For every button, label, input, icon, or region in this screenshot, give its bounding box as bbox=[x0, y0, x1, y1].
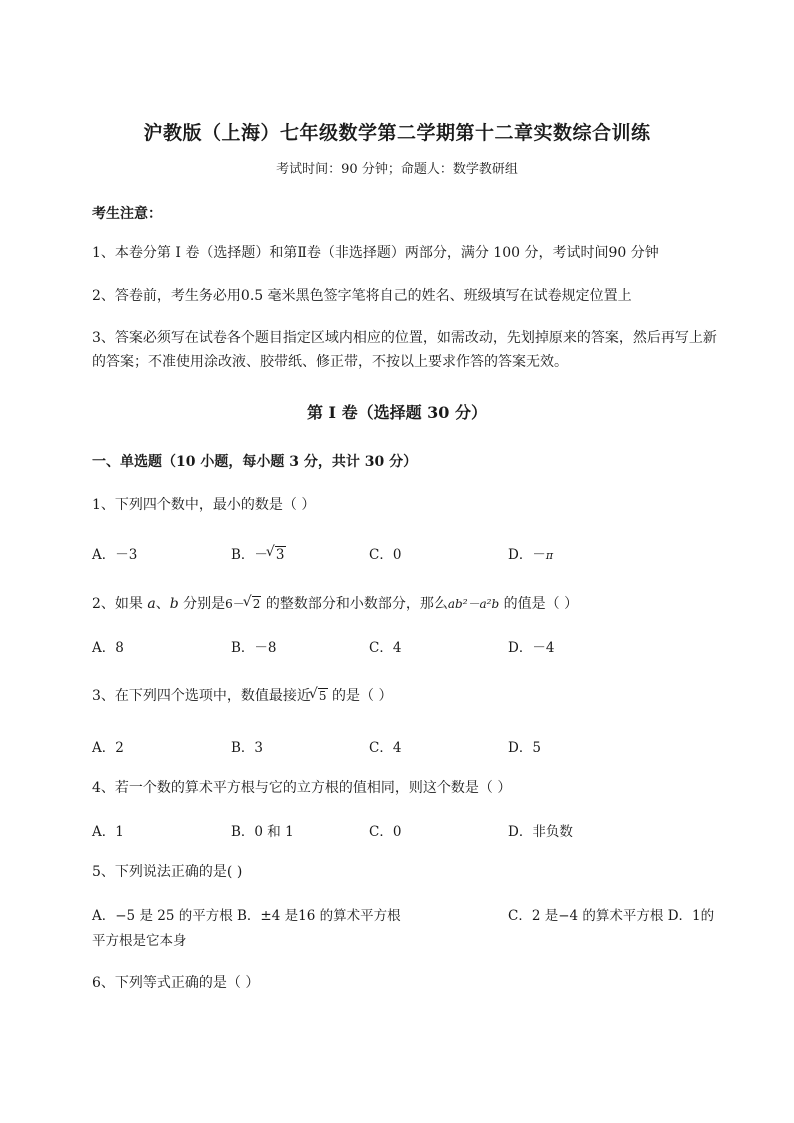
section-heading: 一、单选题（10 小题，每小题 3 分，共计 30 分） bbox=[92, 454, 418, 470]
question-5-stem: 5、下列说法正确的是( ) bbox=[92, 864, 243, 880]
q4-option-c: C．0 bbox=[369, 824, 402, 840]
q4-option-d: D．非负数 bbox=[508, 824, 573, 840]
question-4-stem: 4、若一个数的算术平方根与它的立方根的值相同，则这个数是（ ） bbox=[92, 780, 512, 796]
q3-option-b: B．3 bbox=[231, 740, 264, 756]
q3-option-a: A．2 bbox=[92, 740, 124, 756]
q1-option-c: C．0 bbox=[369, 547, 402, 563]
q1-option-d bbox=[508, 543, 553, 563]
q2-option-d: D．－4 bbox=[508, 640, 555, 656]
q1-option-d-label: D．－ bbox=[508, 547, 546, 563]
q1-option-b-label: B．－ bbox=[231, 547, 268, 563]
q2-option-a: A．8 bbox=[92, 640, 124, 656]
q5-option-d-cont: 平方根是它本身 bbox=[92, 933, 187, 949]
pi-symbol: π bbox=[545, 549, 554, 562]
section-title: 第 I 卷（选择题 30 分） bbox=[306, 403, 488, 422]
sqrt-symbol: √ 5 bbox=[311, 689, 328, 703]
q4-option-b: B．0 和 1 bbox=[231, 824, 294, 840]
question-2-stem: 2、如果 a、b 分别是6－√ 2 的整数部分和小数部分，那么ab²－a²b 的值是（ ） bbox=[92, 593, 578, 613]
q1-option-b bbox=[231, 543, 286, 563]
q2-option-c: C．4 bbox=[369, 640, 402, 656]
notice-item-3: 3、答案必须写在试卷各个题目指定区域内相应的位置，如需改动，先划掉原来的答案，然后再写上新 bbox=[92, 330, 717, 346]
notice-item-3-cont: 的答案；不准使用涂改液、胶带纸、修正带，不按以上要求作答的答案无效。 bbox=[92, 354, 568, 370]
q5-options-ab: A．−5 是 25 的平方根 B．±4 是16 的算术平方根 bbox=[92, 908, 401, 924]
notice-item-1: 1、本卷分第 I 卷（选择题）和第Ⅱ卷（非选择题）两部分，满分 100 分，考试时间90 分钟 bbox=[92, 245, 659, 261]
q1-option-a: A．－3 bbox=[92, 547, 138, 563]
sqrt-symbol: √ 2 bbox=[245, 597, 262, 611]
exam-title: 沪教版（上海）七年级数学第二学期第十二章实数综合训练 bbox=[143, 122, 651, 144]
question-6-stem: 6、下列等式正确的是（ ） bbox=[92, 975, 260, 991]
q3-option-c: C．4 bbox=[369, 740, 402, 756]
question-3-stem: 3、在下列四个选项中，数值最接近√ 5 的是（ ） bbox=[92, 685, 392, 705]
exam-subtitle: 考试时间：90 分钟；命题人：数学教研组 bbox=[276, 162, 518, 177]
notice-heading: 考生注意： bbox=[92, 206, 162, 222]
q2-option-b: B．－8 bbox=[231, 640, 277, 656]
question-1-stem: 1、下列四个数中，最小的数是（ ） bbox=[92, 497, 316, 513]
q3-option-d: D．5 bbox=[508, 740, 541, 756]
notice-item-2: 2、答卷前，考生务必用0.5 毫米黑色签字笔将自己的姓名、班级填写在试卷规定位置上 bbox=[92, 288, 632, 304]
q5-options-cd: C．2 是−4 的算术平方根 D．1的 bbox=[508, 908, 715, 924]
sqrt-symbol: √ 3 bbox=[268, 547, 286, 563]
q4-option-a: A．1 bbox=[92, 824, 124, 840]
